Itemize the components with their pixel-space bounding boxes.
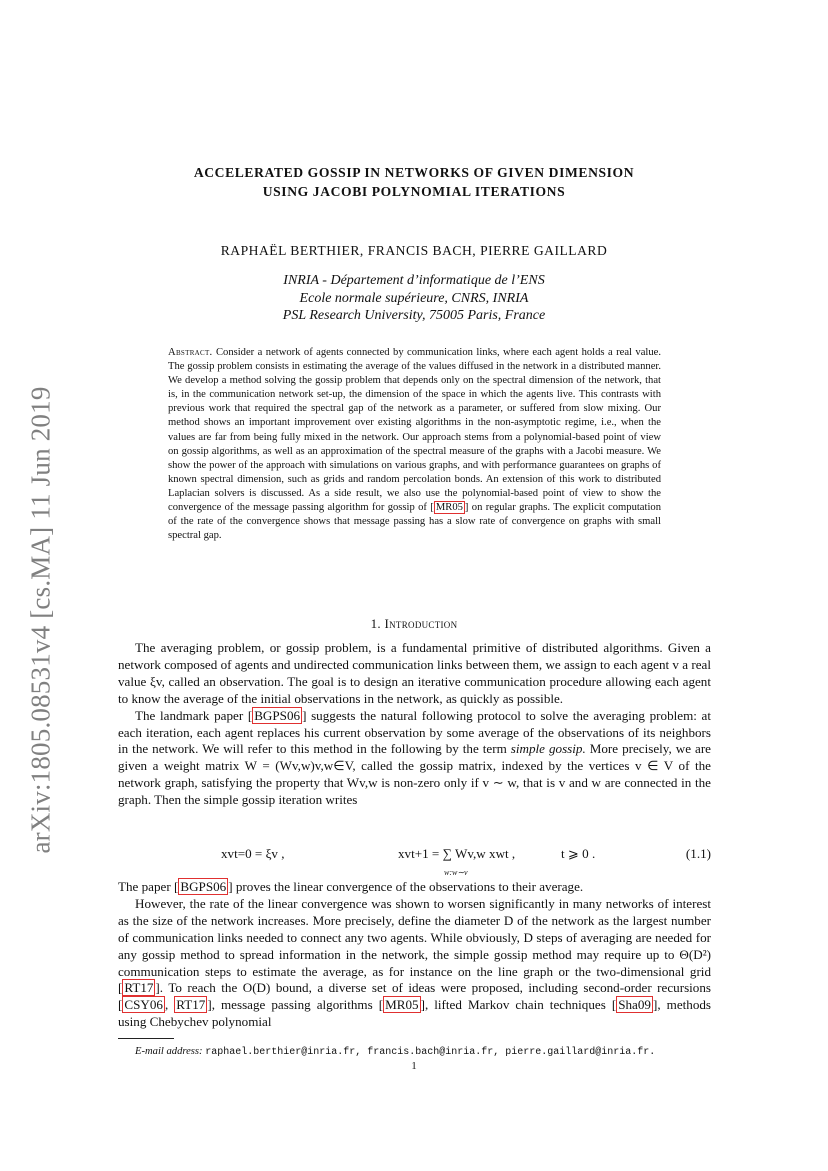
equation-subscript: w:w∼v xyxy=(444,868,468,877)
footnote-rule xyxy=(118,1038,174,1039)
title-line-1: ACCELERATED GOSSIP IN NETWORKS OF GIVEN DIMENSION xyxy=(193,165,635,180)
footnote xyxy=(135,1046,655,1058)
citation-link[interactable]: RT17 xyxy=(176,997,206,1013)
section-title: Introduction xyxy=(384,616,458,631)
text-span: proves the linear convergence of the observations to their average. xyxy=(235,879,584,894)
footnote-label: E-mail address: xyxy=(135,1046,203,1057)
arxiv-id: arXiv:1805.08531v4 [cs.MA] 11 Jun 2019 xyxy=(25,386,56,854)
paper-title xyxy=(0,163,828,201)
text-span: simple gossip. xyxy=(510,741,586,757)
equation-right: t ⩾ 0 . xyxy=(561,846,596,861)
paragraph: However, the rate of the linear convergence was shown to worsen significantly in many networks of interest as the size of the network increases. More precisely, define the diameter D of the network as the largest number of communication links needed to connect any two agents. While obviously, D steps of averaging are needed for any gossip method to spread information in the network, the simple gossip method may require up to Θ(D²) communication steps to estimate the average, as for instance on the line graph or the two-dimensional grid [ RT17 ]. To reach the O(D) bound, a diverse set of ideas were proposed, including second-order recursions [ CSY06 , RT17 ], message passing algorithms [ MR05 ], lifted Markov chain techniques [ Sha09 ], methods using Chebychev polynomial xyxy=(118,895,712,1030)
title-line-2: USING JACOBI POLYNOMIAL ITERATIONS xyxy=(262,184,566,199)
abstract-tail: on regular graphs. The explicit computation of the rate of the convergence shows that message passing has a slow rate of convergence on graphs with small spectral gap. xyxy=(168,502,661,542)
citation-link[interactable]: CSY06 xyxy=(124,997,163,1013)
citation-link[interactable]: RT17 xyxy=(124,980,154,996)
abstract: Abstract. Consider a network of agents connected by communication links, where each agent holds a real value. The gossip problem consists in estimating the average of the values diffused in the network in a distributed manner. We develop a method solving the gossip problem that depends only on the spectral dimension of the network, that is, in the communication network set-up, the dimension of the space in which the agents live. This contrasts with previous work that required the spectral gap of the network as a parameter, or suffered from slow mixing. Our method shows an important improvement over existing algorithms in the non-asymptotic regime, i.e., when the values are far from being fully mixed in the network. Our approach stems from a polynomial-based point of view on gossip algorithms, as well as an approximation of the spectral measure of the graphs with a Jacobi measure. We show the power of the approach with simulations on various graphs, and with performance guarantees on graphs of known spectral dimension, such as grids and random percolation bonds. An extension of this work to distributed Laplacian solvers is discussed. As a side result, we also use the polynomial-based point of view to show the convergence of the message passing algorithm for gossip of [ MR05 ] on regular graphs. The explicit computation of the rate of the convergence shows that message passing has a slow rate of convergence on graphs with small spectral gap. xyxy=(168,347,661,542)
body-text-bottom xyxy=(118,879,711,1031)
text-span: suggests the natural following protocol to solve the averaging problem: at each iteration, each agent replaces his current observation by some average of the observations of its neighbors in the network. We will refer to this method in the following by the term xyxy=(118,707,711,757)
citation-link[interactable]: Sha09 xyxy=(618,997,651,1013)
citation-link[interactable]: MR05 xyxy=(435,502,463,514)
section-number: 1. xyxy=(370,616,381,631)
equation-left: xvt=0 = ξv , xyxy=(221,846,285,861)
section-heading xyxy=(0,616,828,632)
text-span: The landmark paper xyxy=(135,707,244,723)
body-text-top xyxy=(118,640,711,809)
equation-middle: xvt+1 = ∑ Wv,w xwt , xyxy=(398,846,516,861)
citation-link[interactable]: BGPS06 xyxy=(180,879,227,894)
authors: RAPHAËL BERTHIER, FRANCIS BACH, PIERRE GAILLARD xyxy=(220,243,608,258)
affiliation-line-1: INRIA - Département d’informatique de l’ENS xyxy=(283,273,545,288)
equation-1-1 xyxy=(118,842,711,876)
text-span: More precisely, we are given a weight matrix W = (Wv,w)v,w∈V, called the gossip matrix, indexed by the vertices v ∈ V of the network graph, satisfying the property that Wv,w is non-zero only if v ∼ w, that is v and w are connected in the graph. Then the simple gossip iteration writes xyxy=(118,741,711,808)
text-span: The paper xyxy=(118,879,171,894)
footnote-emails[interactable]: raphael.berthier@inria.fr, francis.bach@inria.fr, pierre.gaillard@inria.fr. xyxy=(205,1047,656,1058)
text-span: , methods using Chebychev polynomial xyxy=(118,997,712,1030)
paragraph: The landmark paper [ BGPS06 ] suggests the natural following protocol to solve the averaging problem: at each iteration, each agent replaces his current observation by some average of the observations of its neighbors in the network. We will refer to this method in the following by the term simple gossip. More precisely, we are given a weight matrix W = (Wv,w)v,w∈V, called the gossip matrix, indexed by the vertices v ∈ V of the network graph, satisfying the property that Wv,w is non-zero only if v ∼ w, that is v and w are connected in the graph. Then the simple gossip iteration writes xyxy=(118,707,711,808)
text-span: , message passing algorithms xyxy=(211,997,373,1013)
affiliation-line-2: Ecole normale supérieure, CNRS, INRIA xyxy=(299,290,529,306)
page-number: 1 xyxy=(411,1061,417,1072)
text-span: However, the rate of the linear convergence was shown to worsen significantly in many networks of interest as the size of the network increases. More precisely, define the diameter D of the network as the largest number of communication links needed to connect any two agents. While obviously, D steps of averaging are needed for any gossip method to spread information in the network, the simple gossip method may require up to Θ(D²) communication steps to estimate the average, as for instance on the line graph or the two-dimensional grid xyxy=(118,895,711,979)
abstract-text: Consider a network of agents connected by communication links, where each agent holds a real value. The gossip problem consists in estimating the average of the values diffused in the network in a distributed manner. We develop a method solving the gossip problem that depends only on the spectral dimension of the network, that is, in the communication network set-up, the dimension of the space in which the agents live. This contrasts with previous work that required the spectral gap of the network as a parameter, or suffered from slow mixing. Our method shows an important improvement over existing algorithms in the non-asymptotic regime, i.e., when the values are far from being fully mixed in the network. Our approach stems from a polynomial-based point of view on gossip algorithms, as well as an approximation of the spectral measure of the graphs with a Jacobi measure. We show the power of the approach with simulations on various graphs, and with performance guarantees on graphs of known spectral dimension, such as grids and random percolation bonds. An extension of this work to distributed Laplacian solvers is discussed. As a side result, we also use the polynomial-based point of view to show the convergence of the message passing algorithm for gossip of xyxy=(168,347,661,514)
text-span: . To reach the O(D) bound, a diverse set of ideas were proposed, including second-order recursions xyxy=(159,980,711,996)
paragraph: The paper [ BGPS06 ] proves the linear convergence of the observations to their average. xyxy=(118,879,584,894)
equation-number: (1.1) xyxy=(685,846,711,861)
citation-link[interactable]: BGPS06 xyxy=(254,707,301,723)
affiliation xyxy=(0,272,828,325)
paragraph: The averaging problem, or gossip problem, is a fundamental primitive of distributed algorithms. Given a network composed of agents and undirected communication links between them, we assign to each agent v a real value ξv, called an observation. The goal is to design an iterative communication procedure allowing each agent to know the average of the initial observations in the network, as quickly as possible. xyxy=(118,640,711,706)
citation-link[interactable]: MR05 xyxy=(385,997,419,1013)
text-span: , lifted Markov chain techniques xyxy=(424,997,606,1013)
abstract-label: Abstract. xyxy=(168,347,213,358)
affiliation-line-3: PSL Research University, 75005 Paris, France xyxy=(282,308,546,323)
